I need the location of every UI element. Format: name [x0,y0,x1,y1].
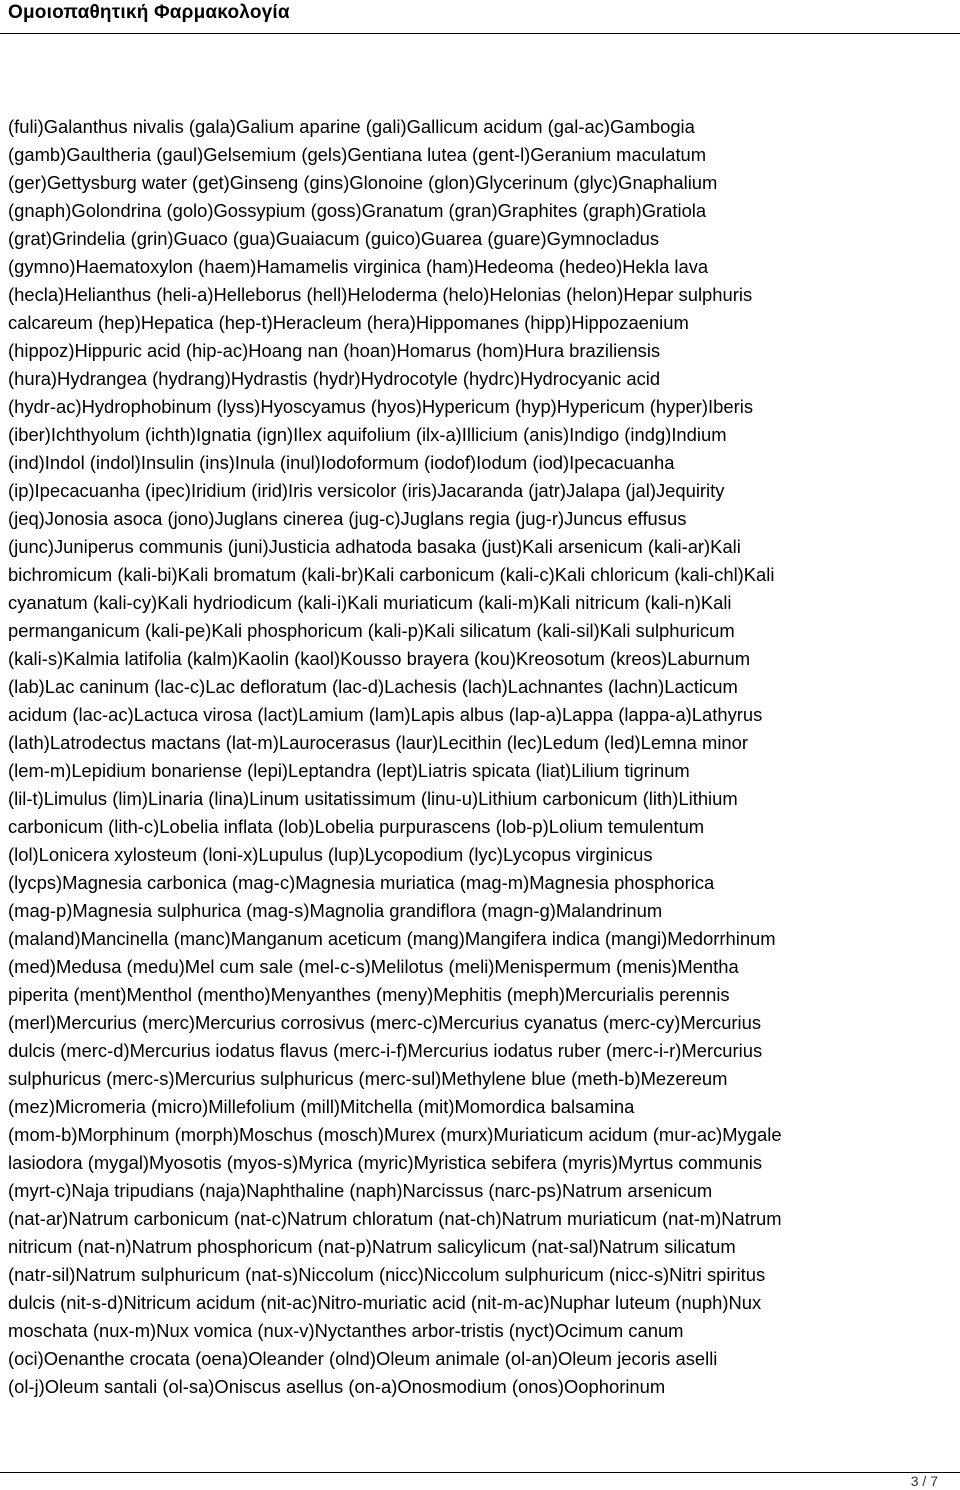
text-line: sulphuricus (merc-s)Mercurius sulphuricus (merc-sul)Methylene blue (meth-b)Mezereum [8,1068,728,1089]
text-line: (lem-m)Lepidium bonariense (lepi)Leptandra (lept)Liatris spicata (liat)Lilium tigrinum [8,760,690,781]
text-line: (kali-s)Kalmia latifolia (kalm)Kaolin (kaol)Kousso brayera (kou)Kreosotum (kreos)Laburnum [8,648,751,669]
text-line: (oci)Oenanthe crocata (oena)Oleander (olnd)Oleum animale (ol-an)Oleum jecoris aselli [8,1348,718,1369]
text-line: (lath)Latrodectus mactans (lat-m)Laurocerasus (laur)Lecithin (lec)Ledum (led)Lemna minor [8,732,749,753]
text-line: moschata (nux-m)Nux vomica (nux-v)Nyctanthes arbor-tristis (nyct)Ocimum canum [8,1320,684,1341]
text-line: dulcis (nit-s-d)Nitricum acidum (nit-ac)Nitro-muriatic acid (nit-m-ac)Nuphar luteum (nuph)Nux [8,1292,762,1313]
text-line: (hecla)Helianthus (heli-a)Helleborus (hell)Heloderma (helo)Helonias (helon)Hepar sulphuris [8,284,753,305]
text-line: (hippoz)Hippuric acid (hip-ac)Hoang nan (hoan)Homarus (hom)Hura braziliensis [8,340,661,361]
text-line: (nat-ar)Natrum carbonicum (nat-c)Natrum chloratum (nat-ch)Natrum muriaticum (nat-m)Natrum [8,1208,782,1229]
text-line: (merl)Mercurius (merc)Mercurius corrosivus (merc-c)Mercurius cyanatus (merc-cy)Mercurius [8,1012,762,1033]
text-line: (mez)Micromeria (micro)Millefolium (mill)Mitchella (mit)Momordica balsamina [8,1096,635,1117]
text-line: lasiodora (mygal)Myosotis (myos-s)Myrica (myric)Myristica sebifera (myris)Myrtus communis [8,1152,763,1173]
text-line: (hydr-ac)Hydrophobinum (lyss)Hyoscyamus (hyos)Hypericum (hyp)Hypericum (hyper)Iberis [8,396,754,417]
document-title: Ομοιοπαθητική Φαρμακολογία [8,2,290,23]
text-line: (lab)Lac caninum (lac-c)Lac defloratum (lac-d)Lachesis (lach)Lachnantes (lachn)Lacticum [8,676,738,697]
text-line: (mom-b)Morphinum (morph)Moschus (mosch)Murex (murx)Muriaticum acidum (mur-ac)Mygale [8,1124,782,1145]
text-line: (maland)Mancinella (manc)Manganum aceticum (mang)Mangifera indica (mangi)Medorrhinum [8,928,776,949]
text-line: (gnaph)Golondrina (golo)Gossypium (goss)Granatum (gran)Graphites (graph)Gratiola [8,200,707,221]
text-line: (grat)Grindelia (grin)Guaco (gua)Guaiacum (guico)Guarea (guare)Gymnocladus [8,228,660,249]
text-line: (ol-j)Oleum santali (ol-sa)Oniscus asellus (on-a)Onosmodium (onos)Oophorinum [8,1376,666,1397]
text-line: (ger)Gettysburg water (get)Ginseng (gins)Glonoine (glon)Glycerinum (glyc)Gnaphalium [8,172,718,193]
text-line: (gamb)Gaultheria (gaul)Gelsemium (gels)Gentiana lutea (gent-l)Geranium maculatum [8,144,707,165]
remedy-list-text [8,113,952,1401]
text-line: (natr-sil)Natrum sulphuricum (nat-s)Niccolum (nicc)Niccolum sulphuricum (nicc-s)Nitri spiritus [8,1264,766,1285]
text-line: (myrt-c)Naja tripudians (naja)Naphthaline (naph)Narcissus (narc-ps)Natrum arsenicum [8,1180,713,1201]
text-line: (lycps)Magnesia carbonica (mag-c)Magnesia muriatica (mag-m)Magnesia phosphorica [8,872,715,893]
text-line: (ip)Ipecacuanha (ipec)Iridium (irid)Iris versicolor (iris)Jacaranda (jatr)Jalapa (jal)Jequirity [8,480,725,501]
text-line: (lil-t)Limulus (lim)Linaria (lina)Linum usitatissimum (linu-u)Lithium carbonicum (lith)Lithium [8,788,738,809]
text-line: calcareum (hep)Hepatica (hep-t)Heracleum (hera)Hippomanes (hipp)Hippozaenium [8,312,689,333]
text-line: piperita (ment)Menthol (mentho)Menyanthes (meny)Mephitis (meph)Mercurialis perennis [8,984,730,1005]
text-line: cyanatum (kali-cy)Kali hydriodicum (kali-i)Kali muriaticum (kali-m)Kali nitricum (kali-n)Kali [8,592,732,613]
text-line: (fuli)Galanthus nivalis (gala)Galium aparine (gali)Gallicum acidum (gal-ac)Gambogia [8,116,695,137]
page-number: 3 / 7 [910,1473,938,1489]
header-divider [0,33,960,34]
text-line: permanganicum (kali-pe)Kali phosphoricum (kali-p)Kali silicatum (kali-sil)Kali sulphuricum [8,620,735,641]
text-line: acidum (lac-ac)Lactuca virosa (lact)Lamium (lam)Lapis albus (lap-a)Lappa (lappa-a)Lathyrus [8,704,763,725]
text-line: carbonicum (lith-c)Lobelia inflata (lob)Lobelia purpurascens (lob-p)Lolium temulentum [8,816,705,837]
text-line: (med)Medusa (medu)Mel cum sale (mel-c-s)Melilotus (meli)Menispermum (menis)Mentha [8,956,739,977]
text-line: (iber)Ichthyolum (ichth)Ignatia (ign)Ilex aquifolium (ilx-a)Illicium (anis)Indigo (indg)Indium [8,424,727,445]
text-line: (jeq)Jonosia asoca (jono)Juglans cinerea (jug-c)Juglans regia (jug-r)Juncus effusus [8,508,687,529]
text-line: (ind)Indol (indol)Insulin (ins)Inula (inul)Iodoformum (iodof)Iodum (iod)Ipecacuanha [8,452,675,473]
page-header [0,0,960,30]
text-line: (junc)Juniperus communis (juni)Justicia adhatoda basaka (just)Kali arsenicum (kali-ar)Kali [8,536,741,557]
footer-divider [0,1472,960,1473]
text-line: dulcis (merc-d)Mercurius iodatus flavus (merc-i-f)Mercurius iodatus ruber (merc-i-r)Mercurius [8,1040,763,1061]
text-line: (gymno)Haematoxylon (haem)Hamamelis virginica (ham)Hedeoma (hedeo)Hekla lava [8,256,709,277]
text-line: nitricum (nat-n)Natrum phosphoricum (nat-p)Natrum salicylicum (nat-sal)Natrum silicatum [8,1236,736,1257]
text-line: bichromicum (kali-bi)Kali bromatum (kali-br)Kali carbonicum (kali-c)Kali chloricum (kali-chl)Kali [8,564,775,585]
text-line: (mag-p)Magnesia sulphurica (mag-s)Magnolia grandiflora (magn-g)Malandrinum [8,900,663,921]
text-line: (hura)Hydrangea (hydrang)Hydrastis (hydr)Hydrocotyle (hydrc)Hydrocyanic acid [8,368,661,389]
text-line: (lol)Lonicera xylosteum (loni-x)Lupulus (lup)Lycopodium (lyc)Lycopus virginicus [8,844,653,865]
